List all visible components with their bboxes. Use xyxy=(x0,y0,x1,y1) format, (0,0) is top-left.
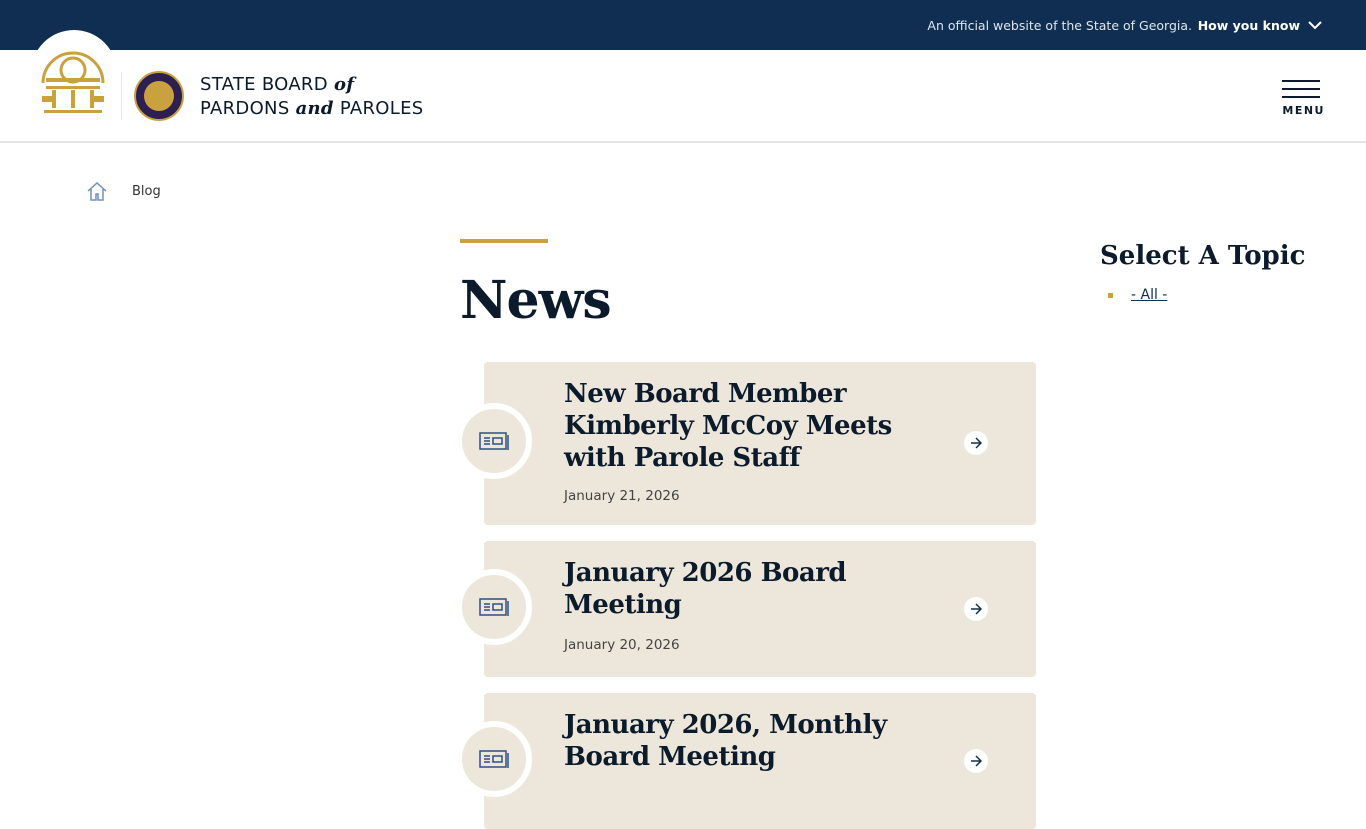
hamburger-icon xyxy=(1282,80,1325,98)
brand-pardons: PARDONS xyxy=(200,98,290,119)
brand-paroles: PAROLES xyxy=(339,98,424,119)
article-date: January 21, 2026 xyxy=(564,488,680,504)
arrow-right-icon[interactable] xyxy=(964,749,988,773)
logo-divider xyxy=(121,72,122,120)
article-title[interactable]: January 2026, Monthly Board Meeting xyxy=(564,710,887,772)
arrow-right-icon[interactable] xyxy=(964,431,988,455)
state-seal-icon xyxy=(134,71,184,121)
page-title: News xyxy=(460,270,611,331)
brand-of: of xyxy=(333,74,355,95)
menu-label: MENU xyxy=(1282,104,1325,117)
chevron-down-icon xyxy=(1308,21,1322,30)
brand-line1: STATE BOARD xyxy=(200,74,328,95)
menu-button[interactable] xyxy=(1282,80,1325,117)
bullet-icon xyxy=(1108,293,1113,298)
home-icon[interactable] xyxy=(86,180,108,202)
article-date: January 20, 2026 xyxy=(564,637,680,653)
article-title[interactable]: January 2026 Board Meeting xyxy=(564,558,847,620)
site-brand[interactable] xyxy=(200,73,423,121)
georgia-logo-icon[interactable] xyxy=(38,38,108,122)
news-icon xyxy=(456,721,532,797)
article-card[interactable] xyxy=(484,362,1036,525)
how-you-know-toggle[interactable] xyxy=(1198,18,1322,33)
brand-and: and xyxy=(295,98,334,119)
topic-filter xyxy=(1100,240,1305,303)
breadcrumb-current: Blog xyxy=(132,183,161,199)
news-icon xyxy=(456,403,532,479)
topic-link-all[interactable]: - All - xyxy=(1131,287,1168,303)
topic-item xyxy=(1108,287,1305,303)
breadcrumb xyxy=(86,180,161,202)
official-banner xyxy=(0,0,1366,50)
news-icon xyxy=(456,569,532,645)
official-text: An official website of the State of Georgia. xyxy=(927,18,1192,33)
article-card[interactable] xyxy=(484,541,1036,677)
arrow-right-icon[interactable] xyxy=(964,597,988,621)
how-you-know-label: How you know xyxy=(1197,18,1300,33)
title-accent xyxy=(460,239,548,243)
article-card[interactable] xyxy=(484,693,1036,829)
article-title[interactable]: New Board Member Kimberly McCoy Meets with Parole Staff xyxy=(564,379,892,473)
topic-heading: Select A Topic xyxy=(1100,241,1306,271)
